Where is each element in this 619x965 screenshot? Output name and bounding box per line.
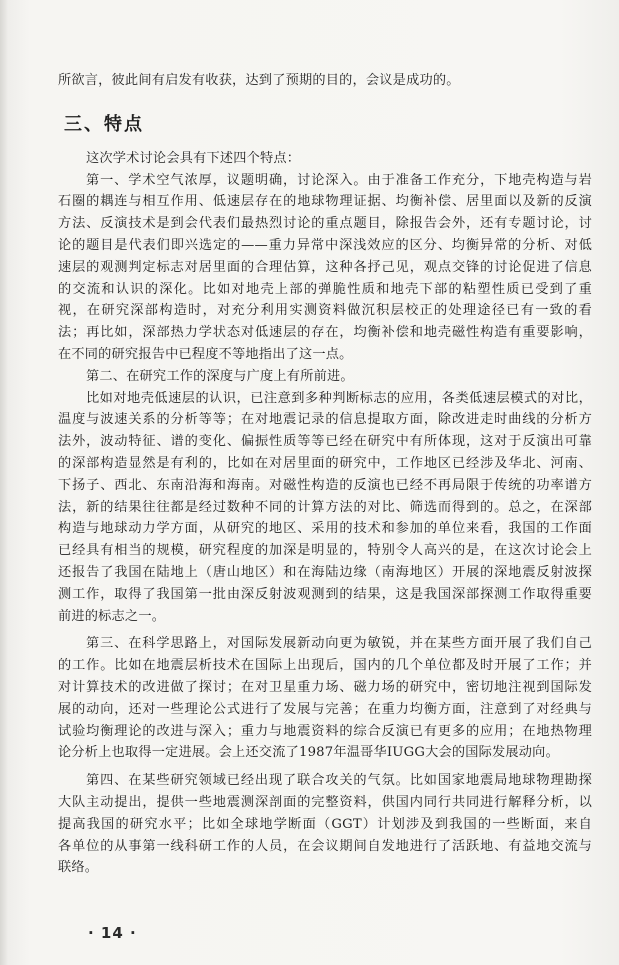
paragraph-line: 法；再比如，深部热力学状态对低速层的存在，均衡补偿和地壳磁性构造有重要影响， <box>58 325 592 341</box>
intro-line: 这次学术讨论会具有下述四个特点： <box>86 150 301 166</box>
paragraph-line: 提高我国的研究水平；比如全球地学断面（GGT）计划涉及到我国的一些断面，来自 <box>58 816 592 832</box>
paragraph-line: 视，在研究深部构造时，对充分利用实测资料做沉积层校正的处理途径已有一致的看 <box>58 303 592 319</box>
paragraph-line: 的工作。比如在地震层析技术在国际上出现后，国内的几个单位都及时开展了工作；并 <box>58 658 592 674</box>
paragraph-line: 法，新的结果往往都是经过数种不同的计算方法的对比、筛选而得到的。总之，在深部 <box>58 499 592 515</box>
paragraph-line: 论的题目是代表们即兴选定的——重力异常中深浅效应的区分、均衡异常的分析、对低 <box>58 237 592 253</box>
paragraph-line: 方法、反演技术是到会代表们最热烈讨论的重点题目，除报告会外，还有专题讨论，讨 <box>58 216 592 232</box>
paragraph-line: 联络。 <box>58 860 99 876</box>
paragraph-line: 法外，波动特征、谱的变化、偏振性质等等已经在研究中有所体现，这对于反演出可靠 <box>58 434 592 450</box>
paragraph-line: 已经具有相当的规模，研究程度的加深是明显的，特别令人高兴的是，在这次讨论会上 <box>58 543 592 559</box>
page-number: · 14 · <box>88 924 137 942</box>
paragraph-line: 石圈的耦连与相互作用、低速层存在的地球物理证据、均衡补偿、居里面以及新的反演 <box>58 194 592 210</box>
paragraph-line: 前进的标志之一。 <box>58 608 166 624</box>
paragraph-line: 速层的观测判定标志对居里面的合理估算，这种各抒己见，观点交锋的讨论促进了信息 <box>58 259 592 275</box>
paragraph-line: 展的动向，还对一些理论公式进行了发展与完善；在重力均衡方面，注意到了对经典与 <box>58 701 592 717</box>
paragraph-line: 下扬子、西北、东南沿海和海南。对磁性构造的反演也已经不再局限于传统的功率谱方 <box>58 477 592 493</box>
paragraph-line: 第二、在研究工作的深度与广度上有所前进。 <box>86 368 354 384</box>
paragraph-line: 温度与波速关系的分析等等；在对地震记录的信息提取方面，除改进走时曲线的分析方 <box>58 412 592 428</box>
paragraph-line: 的深部构造显然是有利的，比如在对居里面的研究中，工作地区已经涉及华北、河南、 <box>58 455 592 471</box>
paragraph-line: 比如对地壳低速层的认识，已注意到多种判断标志的应用，各类低速层模式的对比， <box>86 390 592 406</box>
paragraph-line: 第四、在某些研究领域已经出现了联合攻关的气氛。比如国家地震局地球物理勘探 <box>86 773 592 789</box>
page-body <box>58 70 592 879</box>
paragraph-line: 测工作，取得了我国第一批由深反射波观测到的结果，这是我国深部探测工作取得重要 <box>58 586 592 602</box>
paragraph-line: 大队主动提出，提供一些地震测深剖面的完整资料，供国内同行共同进行解释分析，以 <box>58 794 592 810</box>
paragraph-line: 对计算技术的改进做了探讨；在对卫星重力场、磁力场的研究中，密切地注视到国际发 <box>58 679 592 695</box>
paragraph-line: 还报告了我国在陆地上（唐山地区）和在海陆边缘（南海地区）开展的深地震反射波探 <box>58 564 592 580</box>
paragraph-line: 论分析上也取得一定进展。会上还交流了1987年温哥华IUGG大会的国际发展动向。 <box>58 745 559 761</box>
binding-shadow <box>0 0 8 965</box>
paragraph-line: 第三、在科学思路上，对国际发展新动向更为敏锐，并在某些方面开展了我们自己 <box>86 636 592 652</box>
paragraph-line: 在不同的研究报告中已程度不等地指出了这一点。 <box>58 346 353 362</box>
paragraph-line: 试验均衡理论的改进与深入；重力与地震资料的综合反演已有更多的应用；在地热物理 <box>58 723 592 739</box>
paragraph-line: 构造与地球动力学方面，从研究的地区、采用的技术和参加的单位来看，我国的工作面 <box>58 521 592 537</box>
paragraph-line: 的交流和认识的深化。比如对地壳上部的弹脆性质和地壳下部的粘塑性质已受到了重 <box>58 281 592 297</box>
continuation-line: 所欲言，彼此间有启发有收获，达到了预期的目的，会议是成功的。 <box>58 73 460 88</box>
paragraph-line: 第一、学术空气浓厚，议题明确，讨论深入。由于准备工作充分，下地壳构造与岩 <box>86 172 592 188</box>
paragraph-line: 各单位的从事第一线科研工作的人员，在会议期间自发地进行了活跃地、有益地交流与 <box>58 838 592 854</box>
section-heading: 三、特点 <box>64 113 144 135</box>
